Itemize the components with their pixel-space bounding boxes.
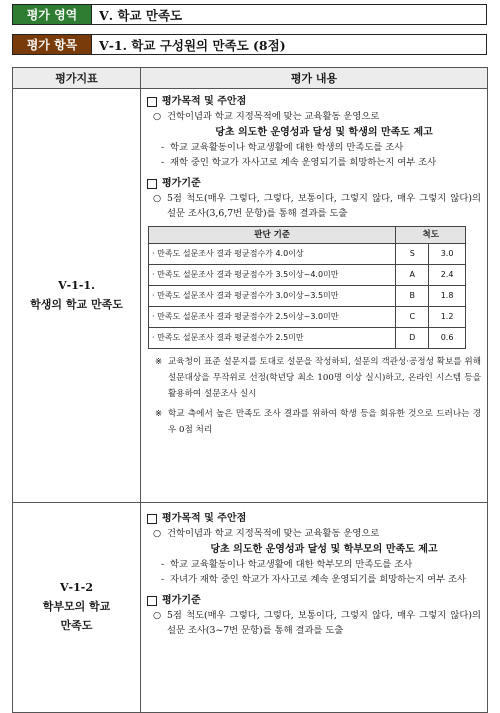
- table-row: · 만족도 설문조사 결과 평균점수가 4.0이상 S 3.0: [149, 244, 466, 265]
- item-value: Ⅴ-1. 학교 구성원의 만족도 (8점): [99, 37, 286, 53]
- scale-header: 척도: [396, 227, 466, 244]
- box-icon: [147, 596, 157, 606]
- purpose-section-title: 평가목적 및 주안점: [147, 94, 481, 110]
- note-2: ※ 학교 측에서 높은 만족도 조사 결과를 위하여 학생 등을 회유한 것으로 드러나는 경우 0점 처리: [155, 409, 481, 435]
- evaluation-table: [12, 67, 488, 713]
- dash-item: - 자녀가 재학 중인 학교가 자사고로 계속 운영되기를 희망하는지 여부 조사: [161, 573, 467, 585]
- dash-item: - 재학 중인 학교가 자사고로 계속 운영되기를 희망하는지 여부 조사: [161, 156, 437, 168]
- indicator-code: Ⅴ-1-2: [60, 581, 93, 595]
- box-icon: [147, 179, 157, 189]
- purpose-line: 건학이념과 학교 지정목적에 맞는 교육활동 운영으로: [167, 111, 380, 122]
- criteria-item: ○ 5점 척도(매우 그렇다, 그렇다, 보통이다, 그렇지 않다, 매우 그렇지 않다)의 설문 조사(3~7번 문항)를 통해 결과를 도출: [153, 609, 481, 639]
- content-column-header: 평가 내용: [141, 68, 488, 89]
- indicator-name-line2: 만족도: [60, 618, 93, 632]
- criteria-section-title: 평가기준: [147, 176, 481, 192]
- table-row: · 만족도 설문조사 결과 평균점수가 2.5미만 D 0.6: [149, 328, 466, 349]
- indicator-name-line1: 학부모의 학교: [42, 600, 111, 614]
- criteria-item: ○ 5점 척도(매우 그렇다, 그렇다, 보통이다, 그렇지 않다, 매우 그렇지 않다)의 설문 조사(3,6,7번 문항)를 통해 결과를 도출: [153, 192, 481, 222]
- purpose-item: ○ 건학이념과 학교 지정목적에 맞는 교육활동 운영으로 당초 의도한 운영성과 달성 및 학부모의 만족도 제고: [153, 527, 481, 558]
- criteria-section-title: 평가기준: [147, 593, 481, 609]
- circle-bullet-icon: ○: [153, 528, 162, 539]
- dash-item: - 학교 교육활동이나 학교생활에 대한 학생의 만족도를 조사: [161, 141, 404, 153]
- purpose-bold: 당초 의도한 운영성과 달성 및 학생의 만족도 제고: [215, 126, 433, 138]
- item-tag: 평가 항목: [13, 35, 92, 54]
- circle-bullet-icon: ○: [153, 192, 162, 204]
- dash-item: - 학교 교육활동이나 학교생활에 대한 학부모의 만족도를 조사: [161, 558, 413, 570]
- table-row: · 만족도 설문조사 결과 평균점수가 3.5이상~4.0미만 A 2.4: [149, 265, 466, 286]
- purpose-section-title: 평가목적 및 주안점: [147, 511, 481, 527]
- area-tag: 평가 영역: [13, 5, 92, 24]
- table-row: · 만족도 설문조사 결과 평균점수가 3.0이상~3.5미만 B 1.8: [149, 286, 466, 307]
- note-1: ※ 교육청이 표준 설문지를 토대로 설문을 작성하되, 설문의 객관성·공정성 확보를 위해 설문대상을 무작위로 선정(학년당 최소 100명 이상 실시)하고, 온라인 시스템 등을 활용하여 설문조사 실시: [155, 357, 481, 400]
- indicator-cell-1: [13, 89, 141, 503]
- indicator-code: Ⅴ-1-1.: [58, 278, 95, 292]
- area-value: Ⅴ. 학교 만족도: [99, 7, 183, 23]
- indicator-cell-2: [13, 503, 141, 713]
- content-cell-1: [141, 89, 488, 503]
- purpose-item: [153, 110, 481, 141]
- indicator-column-header: 평가지표: [13, 68, 141, 89]
- box-icon: [147, 514, 157, 524]
- circle-bullet-icon: ○: [153, 609, 162, 621]
- evaluation-area-header: [12, 4, 487, 25]
- criteria-header: 판단 기준: [149, 227, 396, 244]
- circle-bullet-icon: ○: [153, 111, 162, 122]
- grade-table: [148, 226, 466, 349]
- table-row: · 만족도 설문조사 결과 평균점수가 2.5이상~3.0미만 C 1.2: [149, 307, 466, 328]
- content-cell-2: [141, 503, 488, 713]
- indicator-name: 학생의 학교 만족도: [30, 297, 123, 311]
- evaluation-item-header: [12, 34, 487, 55]
- box-icon: [147, 97, 157, 107]
